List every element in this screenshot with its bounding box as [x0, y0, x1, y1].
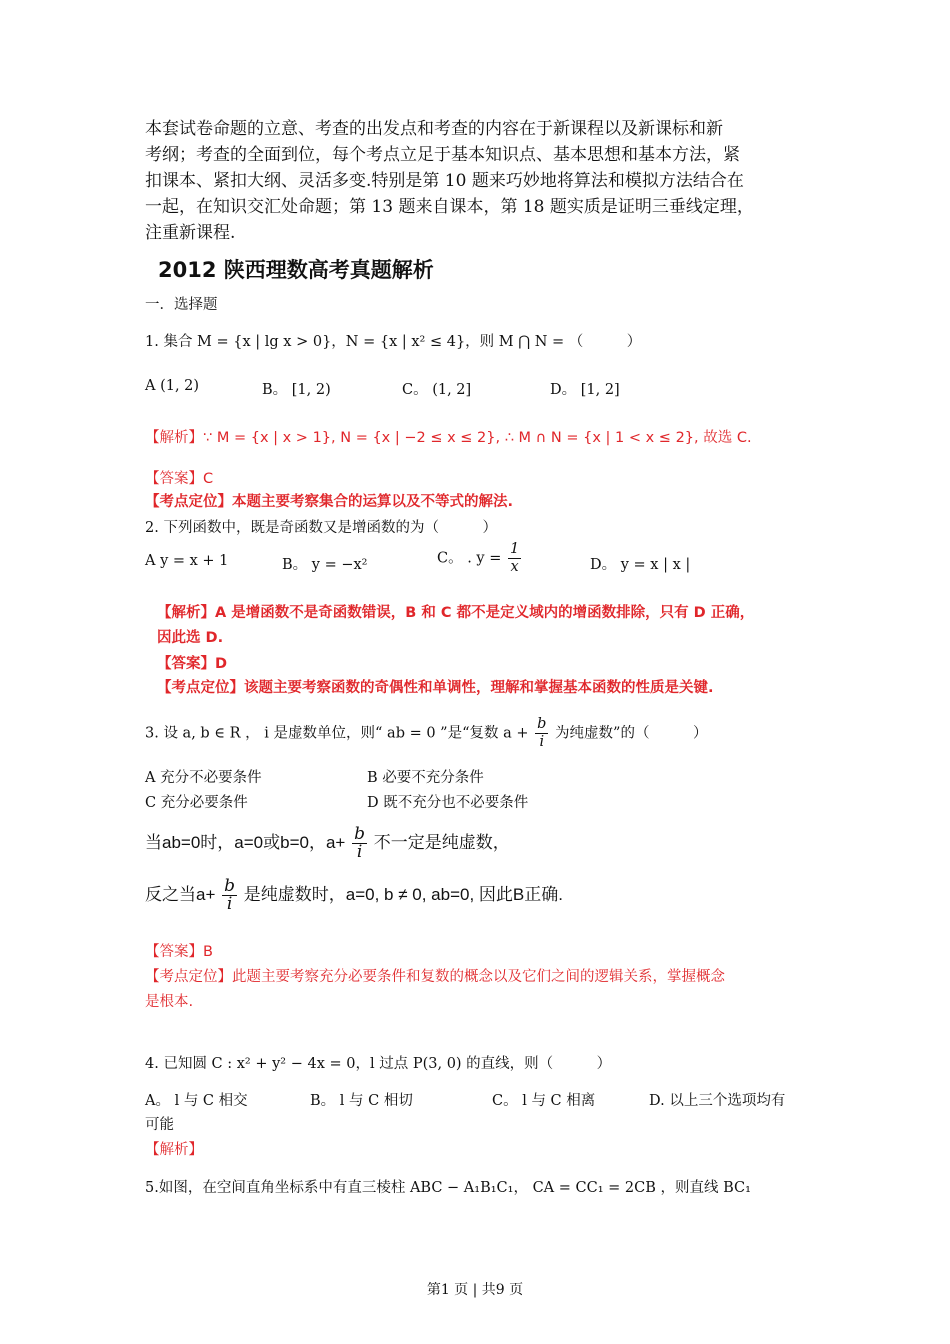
q1-stem: 1. 集合 M = {x | lg x > 0}，N = {x | x² ≤ 4}，则 M ⋂ N = （ ）: [145, 334, 642, 350]
q3-option-c: C 充分必要条件: [145, 795, 248, 811]
q3-solution-2-post: 是纯虚数时，a=0, b ≠ 0, ab=0, 因此B正确.: [243, 884, 563, 904]
intro-line-1: 本套试卷命题的立意、考查的出发点和考查的内容在于新课程以及新课标和新: [145, 119, 723, 139]
q2-analysis-1: 【解析】A 是增函数不是奇函数错误，B 和 C 都不是定义域内的增函数排除，只有 D 正确，: [157, 605, 755, 621]
q3-option-d: D 既不充分也不必要条件: [367, 795, 529, 811]
q2-option-c-numerator: 1: [509, 541, 520, 557]
q4-option-c: C。 l 与 C 相离: [492, 1093, 596, 1109]
q3-stem-numerator: b: [537, 716, 547, 732]
q3-stem-pre: 3. 设 a, b ∈ R ， i 是虚数单位，则“ ab = 0 ”是“复数 a +: [145, 725, 529, 742]
q3-stem-fraction: [535, 716, 548, 751]
q3-knowledge-point-1: 【考点定位】此题主要考察充分必要条件和复数的概念以及它们之间的逻辑关系，掌握概念: [145, 969, 725, 985]
q4-option-a: A。 l 与 C 相交: [145, 1093, 248, 1109]
q3-answer: 【答案】B: [145, 944, 213, 960]
section-heading: 一．选择题: [145, 297, 218, 313]
q3-option-a: A 充分不必要条件: [145, 770, 262, 786]
q3-knowledge-point-2: 是根本.: [145, 994, 194, 1010]
q3-solution-1-denominator: i: [356, 842, 363, 862]
q2-option-c-denominator: x: [510, 559, 519, 575]
q4-option-b: B。 l 与 C 相切: [310, 1093, 413, 1109]
q3-solution-2-denominator: i: [226, 894, 233, 914]
q3-option-b: B 必要不充分条件: [367, 770, 484, 786]
q1-option-b: B。 [1, 2): [262, 382, 331, 398]
q2-stem: 2. 下列函数中，既是奇函数又是增函数的为（ ）: [145, 520, 497, 536]
q3-solution-1-post: 不一定是纯虚数，: [373, 832, 510, 852]
q2-option-a: A y = x + 1: [145, 553, 229, 569]
q4-stem: 4. 已知圆 C : x² + y² − 4x = 0，l 过点 P(3, 0) 的直线，则（ ）: [145, 1056, 612, 1072]
q3-solution-2: [145, 878, 563, 913]
q2-analysis-2: 因此选 D.: [157, 630, 224, 646]
q3-solution-1-numerator: b: [354, 824, 365, 844]
q3-stem-denominator: i: [539, 734, 545, 750]
q1-analysis: 【解析】∵ M = {x | x > 1}, N = {x | −2 ≤ x ≤ 2}, ∴ M ∩ N = {x | 1 < x ≤ 2}, 故选 C.: [145, 430, 752, 446]
page-footer: 第1 页 | 共9 页: [426, 1282, 524, 1298]
q1-option-a: A (1, 2): [145, 378, 200, 394]
q1-knowledge-point: 【考点定位】本题主要考察集合的运算以及不等式的解法.: [145, 494, 514, 510]
q2-option-c-fraction: [508, 541, 521, 576]
q3-solution-2-fraction: [222, 878, 237, 913]
q4-option-d-continued: 可能: [145, 1117, 174, 1133]
q3-solution-1: [145, 826, 510, 861]
q2-option-b: B。 y = −x²: [282, 557, 368, 573]
intro-line-2: 考纲；考查的全面到位，每个考点立足于基本知识点、基本思想和基本方法，紧: [145, 145, 740, 165]
q4-analysis: 【解析】: [145, 1142, 203, 1158]
q2-option-c-label: C。 . y =: [437, 550, 502, 567]
q1-option-d: D。 [1, 2]: [550, 382, 620, 398]
q3-stem: [145, 716, 707, 751]
q4-option-d: D. 以上三个选项均有: [649, 1093, 786, 1109]
q1-answer: 【答案】C: [145, 471, 214, 487]
q5-stem: 5.如图，在空间直角坐标系中有直三棱柱 ABC − A₁B₁C₁， CA = CC₁ = 2CB ，则直线 BC₁: [145, 1180, 751, 1196]
q3-stem-post: 为纯虚数”的（ ）: [555, 725, 708, 742]
q3-solution-1-fraction: [352, 826, 367, 861]
q3-solution-1-pre: 当ab=0时，a=0或b=0，a+: [145, 832, 346, 852]
q2-knowledge-point: 【考点定位】该题主要考察函数的奇偶性和单调性，理解和掌握基本函数的性质是关键.: [157, 680, 714, 696]
q2-option-d: D。 y = x | x |: [590, 557, 691, 573]
q3-solution-2-numerator: b: [224, 876, 236, 896]
intro-line-4: 一起，在知识交汇处命题；第 13 题来自课本，第 18 题实质是证明三垂线定理，: [145, 197, 754, 217]
intro-line-3: 扣课本、紧扣大纲、灵活多变.特别是第 10 题来巧妙地将算法和模拟方法结合在: [145, 171, 744, 191]
q3-solution-2-pre: 反之当a+: [145, 884, 216, 904]
q2-option-c: [437, 541, 523, 576]
intro-line-5: 注重新课程.: [145, 223, 236, 243]
page-title: 2012 陕西理数高考真题解析: [158, 258, 434, 282]
q1-option-c: C。 (1, 2]: [402, 382, 472, 398]
q2-answer: 【答案】D: [157, 656, 228, 672]
